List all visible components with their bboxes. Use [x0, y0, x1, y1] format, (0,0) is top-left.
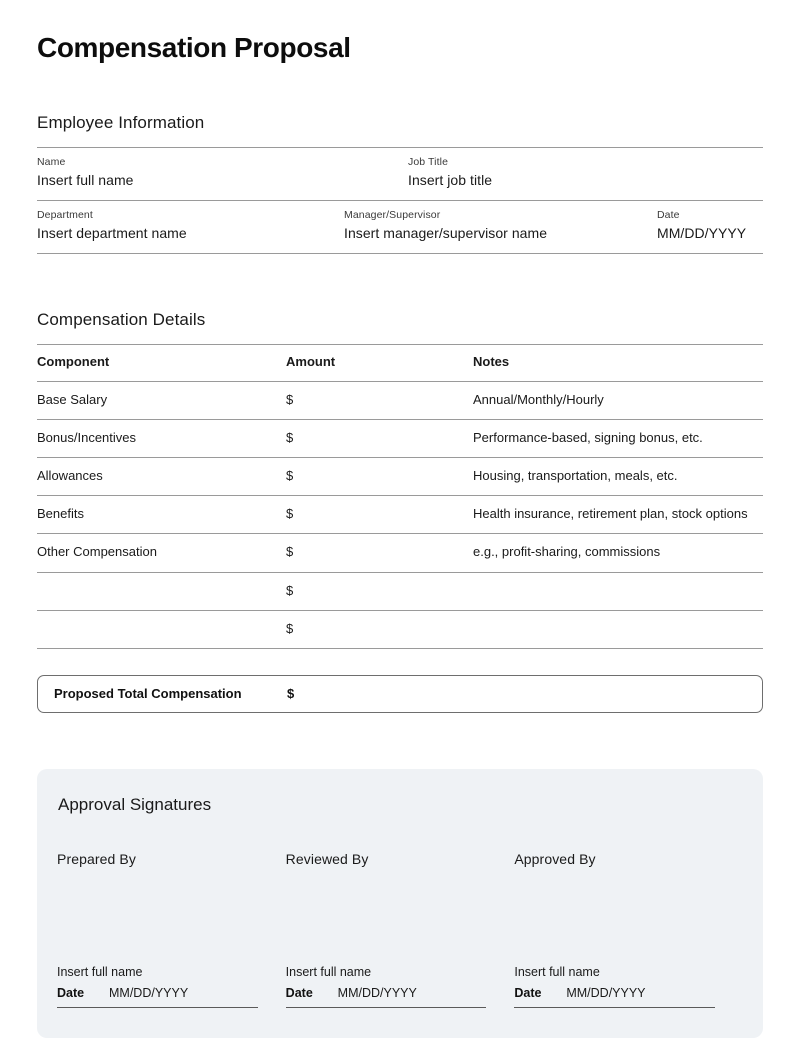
field-value-name: Insert full name: [37, 172, 134, 189]
total-label: Proposed Total Compensation: [54, 686, 242, 702]
table-row[interactable]: [37, 458, 763, 496]
cell-notes: Housing, transportation, meals, etc.: [473, 458, 763, 496]
table-header-row: [37, 345, 763, 381]
signature-date-label: Date: [57, 985, 85, 1000]
cell-component: Bonus/Incentives: [37, 419, 286, 457]
table-row-empty[interactable]: [37, 610, 763, 648]
signature-date-line[interactable]: [514, 986, 715, 1008]
cell-amount[interactable]: $: [286, 572, 473, 610]
field-value-department: Insert department name: [37, 225, 187, 242]
table-row[interactable]: [37, 496, 763, 534]
signature-draw-area[interactable]: [514, 867, 715, 963]
signature-date-value: MM/DD/YYYY: [109, 985, 189, 1000]
cell-amount[interactable]: $: [286, 534, 473, 572]
table-body: [37, 381, 763, 648]
employee-information-heading: Employee Information: [37, 113, 205, 132]
signature-name-value: Insert full name: [57, 964, 143, 979]
table-row[interactable]: [37, 534, 763, 572]
signature-name-value: Insert full name: [285, 964, 372, 979]
cell-notes[interactable]: [473, 610, 763, 648]
field-label-department: Department: [37, 209, 93, 222]
table-row-empty[interactable]: [37, 572, 763, 610]
compensation-details-table: [37, 344, 763, 649]
signature-block-prepared-by[interactable]: [57, 851, 286, 1008]
cell-component[interactable]: [37, 572, 286, 610]
signature-role-label: Approved By: [514, 850, 596, 867]
cell-amount[interactable]: $: [286, 419, 473, 457]
employee-information-table: [37, 147, 763, 254]
signature-draw-area[interactable]: [57, 867, 258, 963]
field-department[interactable]: [37, 208, 344, 244]
field-manager-supervisor[interactable]: [344, 208, 657, 244]
signature-date-label: Date: [514, 985, 542, 1000]
field-name[interactable]: [37, 155, 408, 191]
approval-signatures-panel: [37, 769, 763, 1038]
signature-block-reviewed-by[interactable]: [286, 851, 515, 1008]
signature-name-value: Insert full name: [514, 964, 600, 979]
field-date[interactable]: [657, 208, 763, 244]
cell-component: Allowances: [37, 458, 286, 496]
cell-notes: Annual/Monthly/Hourly: [473, 381, 763, 419]
signature-date-value: MM/DD/YYYY: [337, 985, 417, 1000]
cell-notes: Health insurance, retirement plan, stock options: [473, 496, 763, 534]
cell-component: Base Salary: [37, 381, 286, 419]
cell-component: Other Compensation: [37, 534, 286, 572]
field-label-name: Name: [37, 156, 66, 168]
cell-amount[interactable]: $: [286, 610, 473, 648]
field-job-title[interactable]: [408, 155, 763, 191]
field-value-date: MM/DD/YYYY: [657, 225, 747, 242]
signature-draw-area[interactable]: [286, 867, 487, 963]
signature-role-label: Prepared By: [57, 850, 136, 867]
employee-info-row: [37, 148, 763, 201]
field-value-manager-supervisor: Insert manager/supervisor name: [344, 225, 548, 242]
signature-date-value: MM/DD/YYYY: [566, 985, 646, 1000]
signature-date-line[interactable]: [57, 986, 258, 1008]
cell-amount[interactable]: $: [286, 458, 473, 496]
field-label-job-title: Job Title: [408, 156, 449, 168]
table-row[interactable]: [37, 419, 763, 457]
signature-row: [57, 851, 743, 1008]
column-header-amount: Amount: [286, 345, 473, 381]
signature-date-label: Date: [285, 985, 313, 1000]
page-title: Compensation Proposal: [37, 32, 351, 63]
compensation-details-heading: Compensation Details: [37, 310, 206, 330]
column-header-notes: Notes: [473, 345, 763, 381]
cell-component[interactable]: [37, 610, 286, 648]
table-header: [37, 345, 763, 381]
cell-amount[interactable]: $: [286, 381, 473, 419]
total-amount[interactable]: $: [287, 686, 295, 702]
signature-block-approved-by[interactable]: [514, 851, 743, 1008]
field-label-date: Date: [657, 209, 680, 222]
cell-notes: Performance-based, signing bonus, etc.: [473, 419, 763, 457]
signature-date-line[interactable]: [286, 986, 487, 1008]
signature-role-label: Reviewed By: [285, 850, 369, 867]
field-label-manager-supervisor: Manager/Supervisor: [344, 209, 441, 222]
employee-info-row: [37, 201, 763, 254]
table-row[interactable]: [37, 381, 763, 419]
field-value-job-title: Insert job title: [408, 172, 493, 189]
cell-amount[interactable]: $: [286, 496, 473, 534]
column-header-component: Component: [37, 345, 286, 381]
cell-component: Benefits: [37, 496, 286, 534]
cell-notes[interactable]: [473, 572, 763, 610]
cell-notes: e.g., profit-sharing, commissions: [473, 534, 763, 572]
proposed-total-compensation-box[interactable]: [37, 675, 763, 713]
approval-signatures-heading: Approval Signatures: [58, 794, 212, 814]
